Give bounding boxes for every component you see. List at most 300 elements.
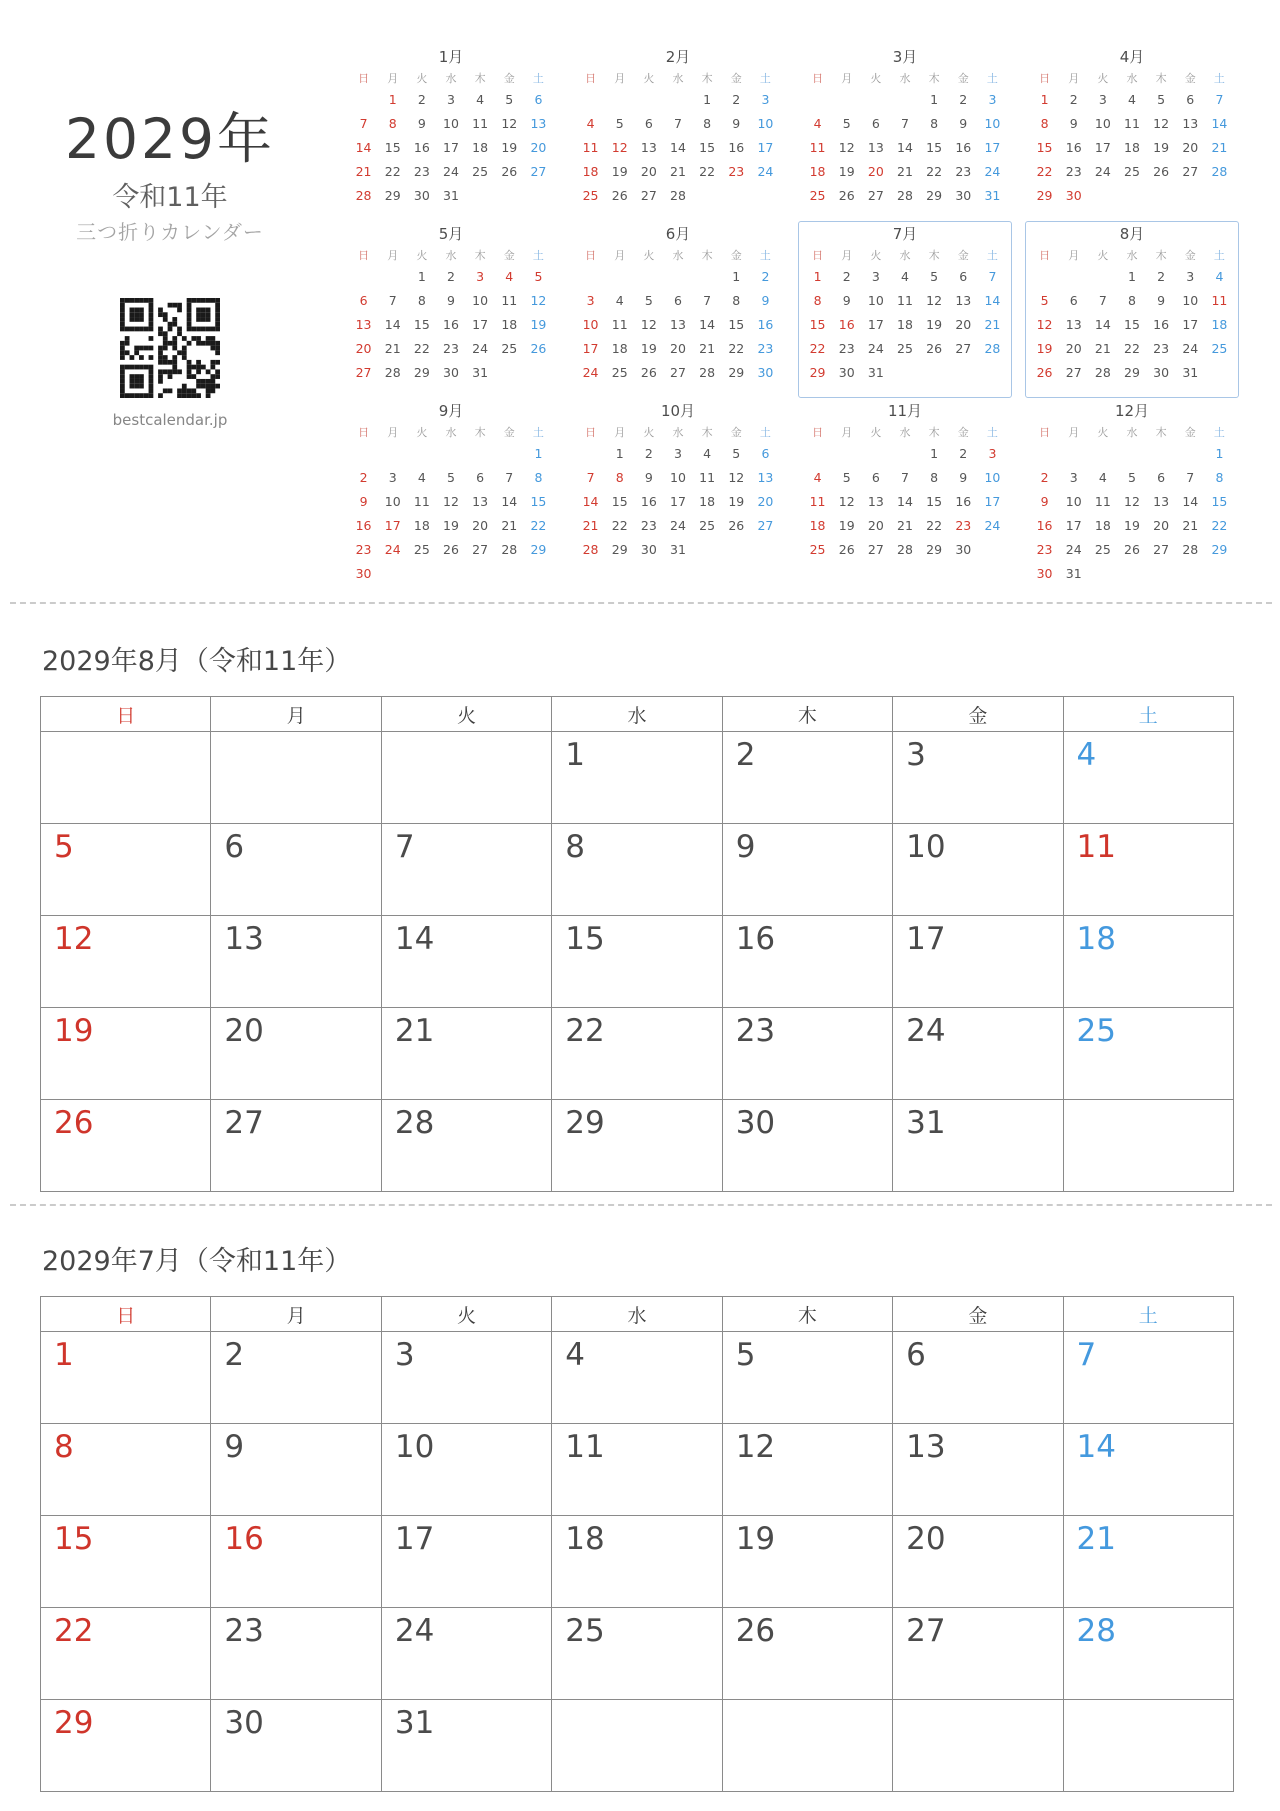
mini-day-cell: 29	[611, 541, 628, 557]
mini-weekday-header: 水	[672, 71, 684, 85]
mini-day-cell: 18	[501, 316, 518, 332]
mini-weekday-header: 土	[759, 71, 771, 85]
mini-day-cell: 5	[842, 469, 851, 485]
mini-weekday-header: 木	[1155, 425, 1167, 439]
mini-day-cell: 23	[1036, 541, 1053, 557]
mini-day-cell: 7	[1186, 469, 1195, 485]
mini-day-cell: 20	[955, 316, 972, 332]
mini-day-cell: 25	[472, 163, 489, 179]
mini-day-cell: 20	[670, 340, 686, 356]
mini-day-cell: 27	[640, 187, 657, 203]
mini-weekday-header: 月	[387, 425, 399, 439]
mini-weekday-header: 木	[474, 71, 486, 85]
mini-day-cell: 1	[1040, 91, 1049, 107]
day-cell: 26	[41, 1100, 211, 1192]
mini-day-cell	[861, 87, 890, 111]
mini-day-cell: 27	[867, 187, 884, 203]
mini-day-cell: 29	[1124, 364, 1140, 380]
mini-weekday-header: 木	[701, 248, 713, 262]
mini-day-cell: 10	[670, 469, 686, 485]
day-cell: 14	[381, 916, 551, 1008]
mini-day-cell: 16	[1036, 517, 1053, 533]
mini-day-cell: 3	[871, 268, 880, 284]
day-cell: 3	[381, 1332, 551, 1424]
mini-weekday-header: 金	[957, 71, 969, 85]
mini-day-cell: 2	[1157, 268, 1166, 284]
mini-day-cell: 12	[838, 139, 855, 155]
mini-day-cell	[1147, 183, 1176, 207]
large-calendar-title: 2029年7月（令和11年）	[42, 1246, 352, 1277]
day-cell: 11	[1063, 824, 1233, 916]
mini-day-cell	[349, 264, 378, 288]
day-cell: 3	[893, 732, 1063, 824]
day-cell: 22	[41, 1608, 211, 1700]
mini-day-cell: 6	[534, 91, 543, 107]
mini-weekday-header: 日	[812, 425, 824, 439]
mini-day-cell: 27	[1153, 541, 1170, 557]
mini-day-cell: 1	[417, 268, 426, 284]
mini-day-cell: 23	[443, 340, 459, 356]
mini-day-cell: 6	[476, 469, 485, 485]
mini-day-cell: 1	[534, 445, 543, 461]
mini-day-cell: 25	[809, 541, 826, 557]
mini-day-cell	[1059, 441, 1088, 465]
mini-weekday-header: 日	[812, 71, 824, 85]
mini-weekday-header: 土	[1213, 71, 1225, 85]
mini-weekday-header: 木	[701, 71, 713, 85]
mini-day-cell: 24	[867, 340, 884, 356]
mini-day-cell: 6	[761, 445, 770, 461]
mini-day-cell: 7	[703, 292, 712, 308]
mini-day-cell: 11	[1211, 292, 1228, 308]
day-cell: 19	[722, 1516, 892, 1608]
mini-month-table	[349, 68, 553, 207]
mini-day-cell	[693, 183, 722, 207]
day-cell: 5	[722, 1332, 892, 1424]
mini-day-cell: 14	[897, 493, 913, 509]
day-cell: 25	[1063, 1008, 1233, 1100]
mini-day-cell: 1	[732, 268, 741, 284]
mini-weekday-header: 水	[899, 71, 911, 85]
mini-day-cell: 31	[472, 364, 489, 380]
mini-day-cell	[407, 441, 436, 465]
mini-weekday-header: 水	[672, 248, 684, 262]
day-cell: 20	[893, 1516, 1063, 1608]
mini-day-cell: 20	[867, 517, 884, 533]
mini-day-cell: 10	[984, 469, 1001, 485]
mini-day-cell: 13	[867, 493, 884, 509]
mini-day-cell: 6	[1069, 292, 1078, 308]
mini-day-cell	[378, 441, 407, 465]
mini-day-cell	[436, 561, 465, 585]
mini-day-cell: 10	[984, 115, 1001, 131]
site-label: bestcalendar.jp	[112, 411, 228, 429]
weekday-header: 水	[552, 697, 722, 732]
mini-day-cell: 19	[1124, 517, 1140, 533]
mini-month-label: 3月	[892, 48, 918, 66]
mini-day-cell: 19	[728, 493, 745, 509]
mini-day-cell	[576, 264, 605, 288]
mini-day-cell: 2	[447, 268, 455, 284]
mini-month-9月	[344, 398, 558, 581]
mini-weekday-header: 木	[1155, 248, 1167, 262]
mini-day-cell	[495, 441, 524, 465]
mini-day-cell: 12	[838, 493, 855, 509]
mini-day-cell	[890, 87, 919, 111]
mini-day-cell: 3	[1186, 268, 1195, 284]
year-title: 2029年	[65, 107, 275, 171]
day-cell: 23	[211, 1608, 381, 1700]
mini-day-cell: 28	[501, 541, 518, 557]
mini-weekday-header: 木	[1155, 71, 1167, 85]
mini-day-cell: 18	[1124, 139, 1140, 155]
mini-day-cell: 30	[1065, 187, 1082, 203]
mini-weekday-header: 金	[1184, 425, 1196, 439]
mini-day-cell: 25	[611, 364, 628, 380]
mini-day-cell: 28	[1182, 541, 1199, 557]
mini-weekday-header: 火	[416, 248, 428, 262]
mini-month-label: 12月	[1114, 402, 1150, 420]
mini-weekday-header: 月	[841, 248, 853, 262]
mini-day-cell: 3	[988, 91, 997, 107]
mini-day-cell: 16	[757, 316, 774, 332]
weekday-header: 木	[722, 697, 892, 732]
mini-day-cell: 31	[1065, 565, 1082, 581]
mini-day-cell: 21	[582, 517, 599, 533]
mini-day-cell: 3	[674, 445, 682, 461]
mini-day-cell	[495, 561, 524, 585]
mini-day-cell: 10	[1065, 493, 1082, 509]
mini-day-cell: 23	[757, 340, 774, 356]
mini-day-cell	[890, 441, 919, 465]
large-calendar-table-0	[40, 696, 1234, 1192]
day-cell	[211, 732, 381, 824]
day-cell: 6	[893, 1332, 1063, 1424]
mini-day-cell: 13	[640, 139, 657, 155]
mini-day-cell: 8	[534, 469, 543, 485]
mini-day-cell: 14	[897, 139, 913, 155]
mini-day-cell: 26	[838, 541, 855, 557]
mini-day-cell: 10	[867, 292, 884, 308]
mini-month-table	[1030, 422, 1234, 585]
mini-day-cell: 27	[530, 163, 547, 179]
mini-day-cell: 28	[984, 340, 1001, 356]
mini-day-cell: 7	[1098, 292, 1107, 308]
mini-day-cell: 31	[984, 187, 1001, 203]
mini-day-cell: 2	[732, 91, 741, 107]
mini-weekday-header: 土	[986, 248, 998, 262]
mini-day-cell: 8	[930, 115, 939, 131]
day-cell: 22	[552, 1008, 722, 1100]
mini-month-12月	[1025, 398, 1239, 581]
mini-day-cell: 21	[897, 163, 913, 179]
dashed-separator-bottom	[10, 1204, 1272, 1206]
mini-day-cell: 13	[955, 292, 972, 308]
day-cell: 28	[1063, 1608, 1233, 1700]
mini-day-cell: 5	[447, 469, 455, 485]
mini-day-cell: 11	[582, 139, 599, 155]
mini-day-cell: 14	[1094, 316, 1111, 332]
mini-month-3月	[798, 44, 1012, 221]
mini-day-cell: 17	[1065, 517, 1082, 533]
mini-day-cell	[1147, 441, 1176, 465]
mini-month-5月	[344, 221, 558, 398]
large-calendar-table-1	[40, 1296, 1234, 1792]
mini-day-cell: 24	[757, 163, 774, 179]
mini-weekday-header: 土	[986, 71, 998, 85]
mini-day-cell: 10	[582, 316, 599, 332]
mini-day-cell: 16	[1153, 316, 1170, 332]
day-cell: 9	[211, 1424, 381, 1516]
mini-day-cell: 17	[670, 493, 686, 509]
mini-day-cell	[1117, 441, 1146, 465]
mini-day-cell: 29	[530, 541, 547, 557]
mini-day-cell: 7	[388, 292, 397, 308]
mini-day-cell: 1	[615, 445, 624, 461]
weekday-header: 金	[893, 697, 1063, 732]
mini-day-cell: 20	[1182, 139, 1199, 155]
mini-day-cell: 26	[443, 541, 459, 557]
mini-day-cell: 18	[611, 340, 628, 356]
day-cell: 5	[41, 824, 211, 916]
day-cell: 16	[722, 916, 892, 1008]
mini-day-cell: 16	[728, 139, 745, 155]
day-cell: 2	[722, 732, 892, 824]
day-cell: 6	[211, 824, 381, 916]
mini-day-cell: 22	[926, 163, 943, 179]
mini-day-cell: 9	[644, 469, 653, 485]
mini-day-cell	[378, 561, 407, 585]
mini-day-cell	[1030, 264, 1059, 288]
mini-day-cell: 3	[1098, 91, 1107, 107]
mini-day-cell: 4	[476, 91, 485, 107]
mini-month-6月	[571, 221, 785, 398]
mini-day-cell: 24	[984, 517, 1001, 533]
mini-day-cell	[495, 360, 524, 384]
mini-day-cell: 17	[1182, 316, 1199, 332]
mini-weekday-header: 水	[1126, 425, 1138, 439]
mini-day-cell: 24	[984, 163, 1001, 179]
day-cell: 15	[552, 916, 722, 1008]
weekday-header: 月	[211, 1297, 381, 1332]
mini-day-cell: 26	[838, 187, 855, 203]
mini-month-label: 2月	[665, 48, 691, 66]
mini-day-cell: 10	[757, 115, 774, 131]
mini-weekday-header: 金	[730, 248, 742, 262]
mini-day-cell: 14	[355, 139, 372, 155]
mini-day-cell: 29	[809, 364, 826, 380]
mini-day-cell: 8	[1215, 469, 1224, 485]
day-cell: 25	[552, 1608, 722, 1700]
mini-weekday-header: 金	[503, 71, 515, 85]
mini-weekday-header: 火	[1097, 71, 1109, 85]
mini-day-cell	[349, 87, 378, 111]
mini-day-cell: 11	[1094, 493, 1111, 509]
mini-day-cell	[722, 183, 751, 207]
mini-day-cell: 18	[897, 316, 913, 332]
mini-day-cell: 24	[1094, 163, 1111, 179]
mini-day-cell: 15	[699, 139, 716, 155]
mini-weekday-header: 月	[841, 425, 853, 439]
mini-month-table	[1030, 68, 1234, 207]
mini-month-label: 8月	[1119, 225, 1145, 243]
mini-day-cell: 24	[443, 163, 459, 179]
day-cell: 18	[1063, 916, 1233, 1008]
mini-month-table	[349, 245, 553, 384]
mini-day-cell: 9	[359, 493, 368, 509]
mini-day-cell: 19	[611, 163, 628, 179]
mini-day-cell: 12	[501, 115, 518, 131]
mini-day-cell: 3	[1069, 469, 1078, 485]
mini-day-cell: 24	[472, 340, 489, 356]
mini-weekday-header: 火	[643, 248, 655, 262]
mini-day-cell: 17	[867, 316, 884, 332]
mini-day-cell	[1059, 264, 1088, 288]
mini-day-cell: 21	[897, 517, 913, 533]
mini-day-cell: 1	[1128, 268, 1136, 284]
mini-day-cell: 4	[1215, 268, 1224, 284]
mini-day-cell	[524, 360, 553, 384]
mini-weekday-header: 月	[841, 71, 853, 85]
mini-weekday-header: 日	[1039, 248, 1051, 262]
mini-day-cell: 30	[955, 187, 972, 203]
mini-day-cell: 31	[867, 364, 884, 380]
mini-day-cell: 28	[699, 364, 716, 380]
mini-day-cell	[693, 537, 722, 561]
mini-day-cell: 20	[1065, 340, 1082, 356]
mini-day-cell: 24	[670, 517, 686, 533]
day-cell: 26	[722, 1608, 892, 1700]
mini-weekday-header: 火	[1097, 425, 1109, 439]
mini-day-cell: 1	[1215, 445, 1224, 461]
day-cell: 8	[552, 824, 722, 916]
mini-day-cell	[378, 264, 407, 288]
mini-day-cell: 16	[955, 493, 972, 509]
mini-day-cell: 18	[1094, 517, 1111, 533]
mini-day-cell: 26	[501, 163, 518, 179]
mini-weekday-header: 土	[532, 248, 544, 262]
mini-weekday-header: 土	[532, 425, 544, 439]
qr-code	[120, 298, 220, 398]
mini-day-cell: 19	[1036, 340, 1053, 356]
day-cell	[1063, 1700, 1233, 1792]
weekday-header: 日	[41, 1297, 211, 1332]
weekday-header: 水	[552, 1297, 722, 1332]
mini-day-cell: 8	[1128, 292, 1136, 308]
mini-day-cell: 4	[615, 292, 624, 308]
mini-day-cell: 25	[1124, 163, 1140, 179]
mini-day-cell	[1117, 183, 1146, 207]
mini-day-cell: 28	[670, 187, 686, 203]
mini-day-cell: 21	[355, 163, 372, 179]
mini-day-cell	[634, 264, 663, 288]
mini-day-cell: 2	[359, 469, 368, 485]
mini-day-cell: 21	[1094, 340, 1111, 356]
mini-day-cell	[803, 441, 832, 465]
mini-day-cell: 16	[413, 139, 430, 155]
mini-day-cell: 9	[1040, 493, 1049, 509]
day-cell: 30	[722, 1100, 892, 1192]
mini-day-cell: 24	[384, 541, 401, 557]
mini-day-cell: 3	[476, 268, 485, 284]
day-cell: 12	[722, 1424, 892, 1516]
mini-day-cell: 8	[703, 115, 712, 131]
mini-weekday-header: 日	[358, 425, 370, 439]
mini-day-cell: 29	[1036, 187, 1053, 203]
mini-weekday-header: 月	[1068, 248, 1080, 262]
mini-month-8月	[1025, 221, 1239, 398]
mini-weekday-header: 日	[812, 248, 824, 262]
mini-day-cell: 12	[1124, 493, 1140, 509]
mini-weekday-header: 水	[445, 71, 457, 85]
day-cell: 13	[893, 1424, 1063, 1516]
mini-day-cell: 9	[417, 115, 426, 131]
day-cell: 4	[1063, 732, 1233, 824]
mini-day-cell: 15	[1124, 316, 1140, 332]
mini-day-cell: 19	[443, 517, 459, 533]
mini-day-cell	[524, 183, 553, 207]
mini-day-cell: 20	[1153, 517, 1170, 533]
mini-weekday-header: 火	[643, 71, 655, 85]
mini-day-cell	[436, 441, 465, 465]
mini-day-cell: 12	[926, 292, 943, 308]
mini-month-label: 9月	[438, 402, 464, 420]
mini-day-cell: 8	[417, 292, 426, 308]
mini-day-cell: 3	[447, 91, 455, 107]
mini-day-cell: 9	[761, 292, 770, 308]
mini-weekday-header: 日	[358, 71, 370, 85]
mini-day-cell: 11	[413, 493, 430, 509]
mini-weekday-header: 日	[1039, 425, 1051, 439]
day-cell: 10	[381, 1424, 551, 1516]
mini-month-label: 5月	[438, 225, 464, 243]
mini-weekday-header: 火	[1097, 248, 1109, 262]
mini-day-cell: 20	[640, 163, 657, 179]
mini-day-cell: 7	[901, 469, 909, 485]
mini-day-cell: 29	[384, 187, 401, 203]
mini-day-cell	[693, 264, 722, 288]
mini-day-cell	[1176, 183, 1205, 207]
mini-day-cell: 4	[1098, 469, 1107, 485]
weekday-header: 土	[1063, 697, 1233, 732]
mini-day-cell	[949, 360, 978, 384]
day-cell: 21	[381, 1008, 551, 1100]
mini-day-cell: 30	[640, 541, 657, 557]
mini-day-cell: 10	[472, 292, 489, 308]
mini-weekday-header: 火	[416, 425, 428, 439]
mini-day-cell: 18	[582, 163, 599, 179]
mini-day-cell: 7	[505, 469, 514, 485]
mini-day-cell: 25	[1211, 340, 1228, 356]
mini-day-cell: 23	[413, 163, 430, 179]
mini-day-cell: 2	[1040, 469, 1049, 485]
mini-weekday-header: 月	[1068, 425, 1080, 439]
mini-day-cell: 27	[472, 541, 489, 557]
day-cell	[893, 1700, 1063, 1792]
mini-day-cell: 18	[699, 493, 716, 509]
mini-day-cell	[1030, 441, 1059, 465]
mini-day-cell: 23	[838, 340, 855, 356]
mini-weekday-header: 火	[870, 425, 882, 439]
mini-day-cell	[832, 441, 861, 465]
mini-day-cell: 5	[732, 445, 741, 461]
mini-day-cell: 23	[1153, 340, 1170, 356]
mini-day-cell: 15	[611, 493, 628, 509]
mini-day-cell: 2	[842, 268, 851, 284]
mini-day-cell: 17	[757, 139, 774, 155]
mini-day-cell: 11	[1124, 115, 1140, 131]
mini-day-cell: 17	[443, 139, 459, 155]
